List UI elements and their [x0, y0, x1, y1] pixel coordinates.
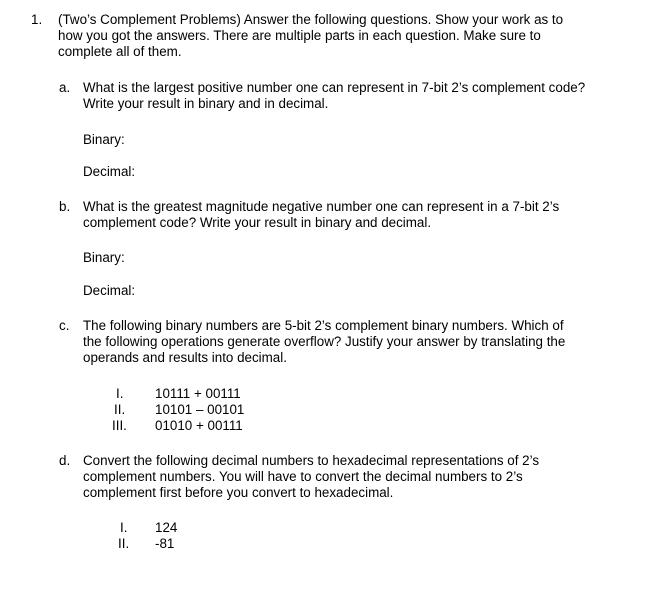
part-a-marker: a. [59, 80, 71, 95]
part-d-item-numeral: II. [118, 536, 130, 551]
part-d-item-numeral: I. [120, 520, 128, 535]
part-a-text-line-2: Write your result in binary and in decimal. [83, 96, 329, 111]
part-a-decimal-label: Decimal: [83, 164, 136, 179]
part-b-binary-label: Binary: [83, 250, 125, 265]
part-d-text-line-1: Convert the following decimal numbers to hexadecimal representations of 2’s [83, 453, 540, 468]
question-number: 1. [31, 12, 43, 27]
part-d-text-line-3: complement first before you convert to hexadecimal. [83, 485, 394, 500]
part-c-text-line-1: The following binary numbers are 5-bit 2’s complement binary numbers. Which of [83, 318, 564, 333]
question-text-line-1: (Two’s Complement Problems) Answer the following questions. Show your work as to [58, 12, 564, 27]
part-c-text-line-3: operands and results into decimal. [83, 350, 287, 365]
part-c-marker: c. [59, 318, 70, 333]
part-a-text-line-1: What is the largest positive number one can represent in 7-bit 2’s complement code? [83, 80, 586, 95]
part-c-item-text: 10101 – 00101 [155, 402, 245, 417]
part-d-item-text: -81 [155, 536, 175, 551]
part-b-marker: b. [59, 199, 71, 214]
part-c-item-numeral: II. [114, 402, 126, 417]
part-c-item-text: 01010 + 00111 [155, 418, 243, 433]
part-c-item-text: 10111 + 00111 [155, 386, 241, 401]
part-c-item-numeral: III. [112, 418, 127, 433]
part-d-item-text: 124 [155, 520, 178, 535]
part-a-binary-label: Binary: [83, 132, 125, 147]
part-d-text-line-2: complement numbers. You will have to convert the decimal numbers to 2’s [83, 469, 523, 484]
part-d-marker: d. [59, 453, 71, 468]
question-text-line-2: how you got the answers. There are multiple parts in each question. Make sure to [58, 28, 541, 43]
part-b-decimal-label: Decimal: [83, 283, 136, 298]
part-c-text-line-2: the following operations generate overflow? Justify your answer by translating the [83, 334, 566, 349]
part-b-text-line-2: complement code? Write your result in binary and decimal. [83, 215, 432, 230]
question-text-line-3: complete all of them. [58, 44, 182, 59]
part-c-item-numeral: I. [116, 386, 124, 401]
part-b-text-line-1: What is the greatest magnitude negative number one can represent in a 7-bit 2’s [83, 199, 560, 214]
